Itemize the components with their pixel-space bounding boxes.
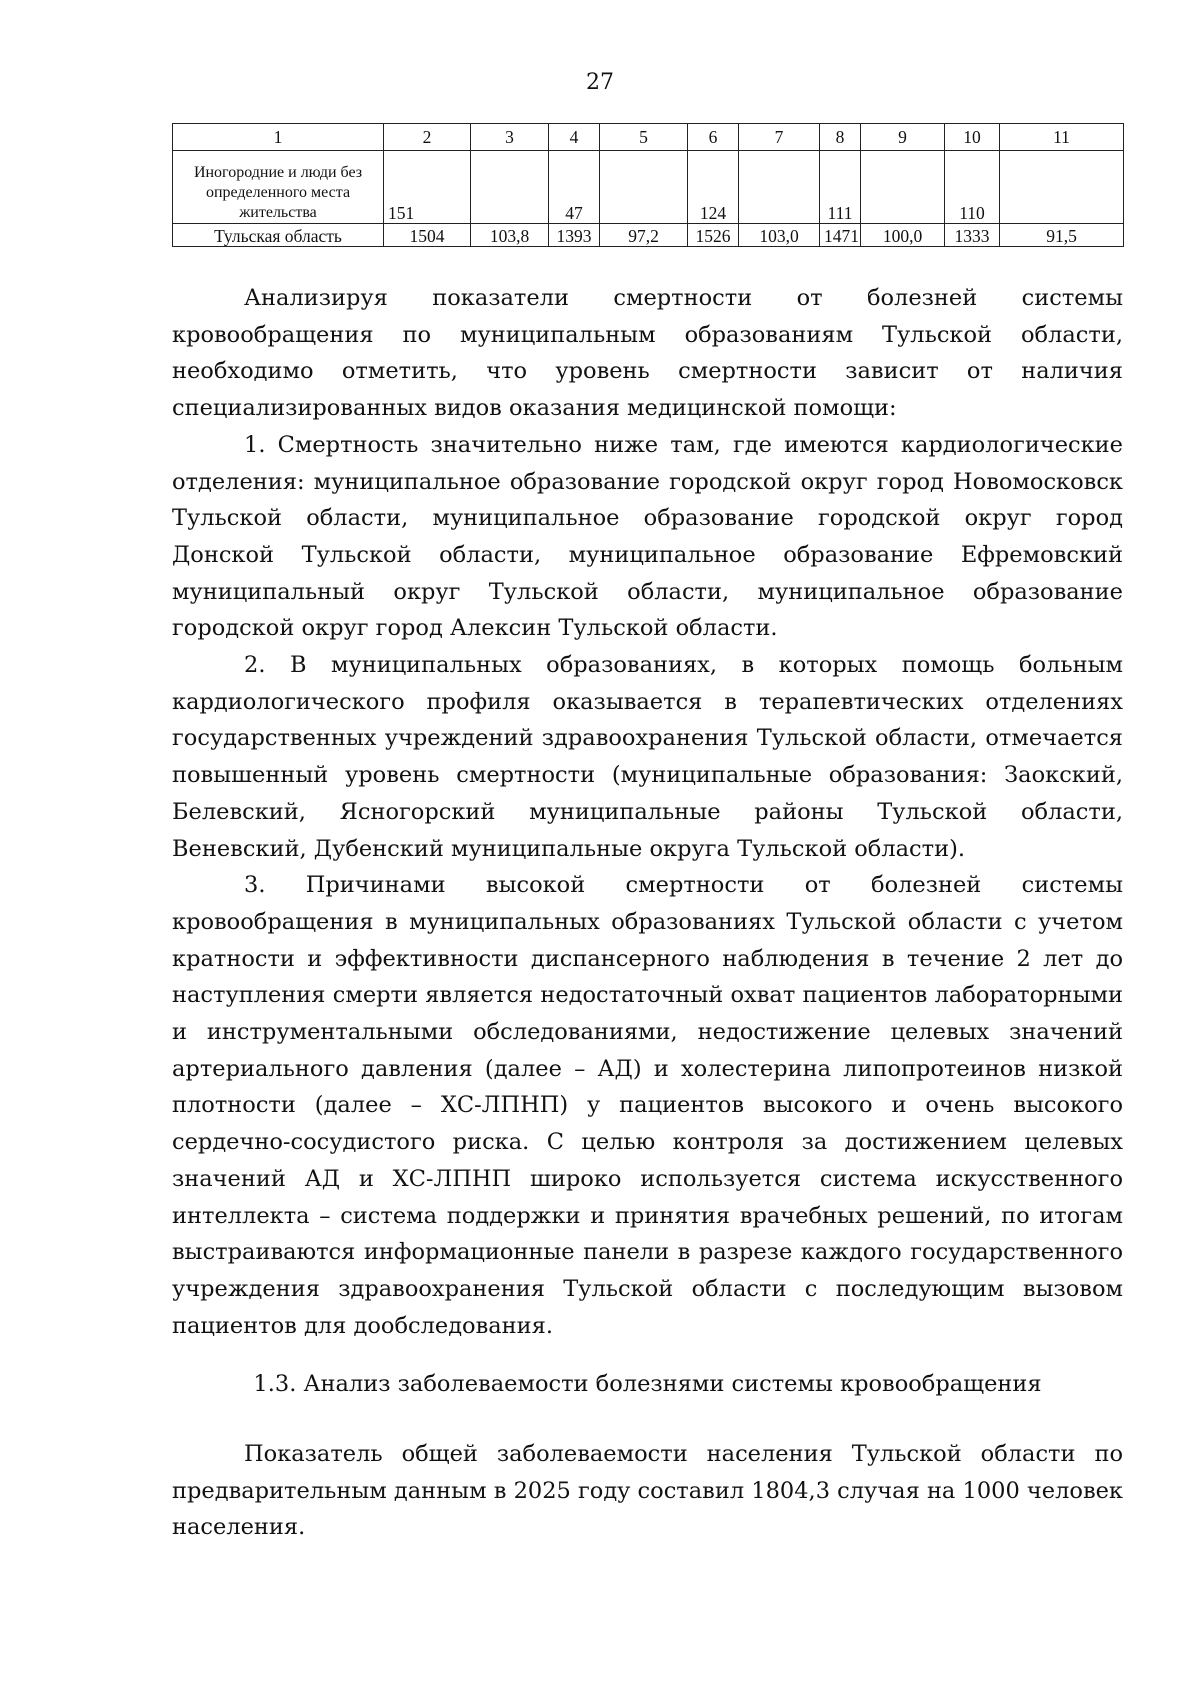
table-cell-region: Тульская область (173, 224, 384, 247)
table-header-cell: 8 (820, 124, 861, 151)
table-header-cell: 1 (173, 124, 384, 151)
table-cell: 47 (549, 151, 600, 224)
table-cell: 103,8 (471, 224, 549, 247)
table-header-cell: 5 (600, 124, 688, 151)
table-cell (600, 151, 688, 224)
table-cell: 110 (945, 151, 1000, 224)
page-number: 27 (586, 70, 614, 95)
table-cell: 100,0 (861, 224, 945, 247)
table-header-cell: 3 (471, 124, 549, 151)
paragraph-item-2: 2. В муниципальных образованиях, в которых помощь больным кардиологического профиля оказывается в терапевтических отделениях государственных учреждений здравоохранения Тульской области, отмечается повышенный уровень смертности (муниципальные образования: Заокский, Белевский, Ясногорский муниципальные районы Тульской области, Веневский, Дубенский муниципальные округа Тульской области). (172, 652, 1123, 862)
body-text (172, 280, 1123, 1344)
table-cell (1000, 151, 1124, 224)
table-cell: 1526 (688, 224, 739, 247)
table-header-cell: 6 (688, 124, 739, 151)
table-row (173, 151, 1124, 224)
table-cell: 1333 (945, 224, 1000, 247)
table-header-cell: 7 (739, 124, 820, 151)
paragraph-item-1: 1. Смертность значительно ниже там, где имеются кардиологические отделения: муниципальное образование городской округ город Новомосковск Тульской области, муниципальное образование городской округ город Донской Тульской области, муниципальное образование Ефремовский муниципальный округ Тульской области, муниципальное образование городской округ город Алексин Тульской области. (172, 431, 1123, 642)
table-cell (471, 151, 549, 224)
table-cell-region: Иногородние и люди без определенного места жительства (173, 151, 384, 224)
table-cell: 1504 (384, 224, 471, 247)
table-cell: 91,5 (1000, 224, 1124, 247)
table-cell: 103,0 (739, 224, 820, 247)
paragraph-item-3: 3. Причинами высокой смертности от болезней системы кровообращения в муниципальных образованиях Тульской области с учетом кратности и эффективности диспансерного наблюдения в течение 2 лет до наступления смерти является недостаточный охват пациентов лабораторными и инструментальными обследованиями, недостижение целевых значений артериального давления (далее – АД) и холестерина липопротеинов низкой плотности (далее – ХС-ЛПНП) у пациентов высокого и очень высокого сердечно-сосудистого риска. С целью контроля за достижением целевых значений АД и ХС-ЛПНП широко используется система искусственного интеллекта – система поддержки и принятия врачебных решений, по итогам выстраиваются информационные панели в разрезе каждого государственного учреждения здравоохранения Тульской области с последующим вызовом пациентов для дообследования. (172, 872, 1123, 1339)
table-header-row (173, 124, 1124, 151)
table-cell: 111 (820, 151, 861, 224)
section-body (172, 1436, 1123, 1546)
table-cell (861, 151, 945, 224)
paragraph-analysis: Анализируя показатели смертности от болезней системы кровообращения по муниципальным образованиям Тульской области, необходимо отметить, что уровень смертности зависит от наличия специализированных видов оказания медицинской помощи: (172, 285, 1123, 422)
paragraph-morbidity: Показатель общей заболеваемости населения Тульской области по предварительным данным в 2025 году составил 1804,3 случая на 1000 человек населения. (172, 1441, 1123, 1541)
table-header-cell: 9 (861, 124, 945, 151)
table-header-cell: 4 (549, 124, 600, 151)
table-cell: 97,2 (600, 224, 688, 247)
table-cell: 1393 (549, 224, 600, 247)
data-table (172, 123, 1124, 247)
table-cell: 151 (384, 151, 471, 224)
table-header-cell: 11 (1000, 124, 1124, 151)
table-cell: 1471 (820, 224, 861, 247)
table-cell: 124 (688, 151, 739, 224)
table-header-cell: 2 (384, 124, 471, 151)
section-heading: 1.3. Анализ заболеваемости болезнями системы кровообращения (253, 1371, 1042, 1397)
table-header-cell: 10 (945, 124, 1000, 151)
table-row (173, 224, 1124, 247)
table-cell (739, 151, 820, 224)
